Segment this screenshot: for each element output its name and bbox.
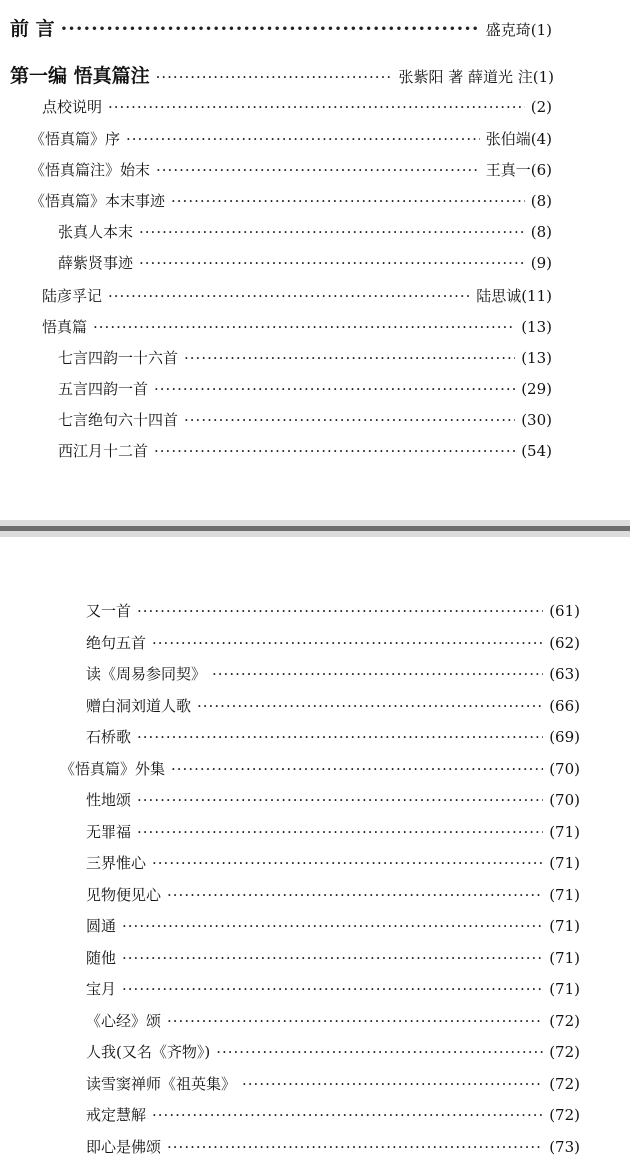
toc-entry bbox=[58, 409, 552, 430]
toc-entry-page: (61) bbox=[549, 602, 580, 620]
toc-entry bbox=[58, 378, 552, 399]
toc-entry-page: (4) bbox=[530, 130, 552, 148]
toc-entry-part-one bbox=[10, 61, 554, 88]
leader-dots bbox=[108, 98, 525, 116]
toc-entry bbox=[86, 663, 580, 684]
toc-entry bbox=[86, 915, 580, 936]
toc-entry-page: (30) bbox=[521, 411, 552, 429]
toc-entry-label: 无罪福 bbox=[86, 823, 132, 841]
toc-entry-page: (13) bbox=[521, 318, 552, 336]
toc-entry bbox=[86, 600, 580, 621]
leader-dots bbox=[167, 1138, 543, 1156]
toc-entry bbox=[86, 978, 580, 999]
toc-entry bbox=[86, 726, 580, 747]
toc-entry-label: 《悟真篇》本末事迹 bbox=[30, 192, 166, 210]
toc-entry-label: 前 言 bbox=[10, 18, 55, 40]
toc-entry bbox=[86, 1136, 580, 1157]
toc-entry-label: 悟真篇 bbox=[42, 318, 88, 336]
toc-entry-page: (72) bbox=[549, 1043, 580, 1061]
toc-entry-label: 赠白洞刘道人歌 bbox=[86, 697, 192, 715]
toc-entry-page: (72) bbox=[549, 1075, 580, 1093]
toc-page-2 bbox=[0, 537, 630, 1156]
leader-dots bbox=[156, 161, 480, 179]
toc-page-1 bbox=[0, 0, 630, 520]
toc-entry bbox=[86, 695, 580, 716]
toc-entry-label: 三界惟心 bbox=[86, 854, 147, 872]
toc-entry-label: 陆彦孚记 bbox=[42, 287, 103, 305]
leader-dots bbox=[93, 318, 515, 336]
leader-dots bbox=[167, 886, 543, 904]
page-divider bbox=[0, 520, 630, 537]
toc-entry-author: 盛克琦 bbox=[485, 21, 531, 39]
toc-entry bbox=[86, 789, 580, 810]
toc-entry bbox=[86, 632, 580, 653]
leader-dots bbox=[167, 1012, 543, 1030]
toc-entry-page: (13) bbox=[521, 349, 552, 367]
leader-dots bbox=[139, 254, 525, 272]
leader-dots bbox=[184, 349, 515, 367]
toc-entry-page: (63) bbox=[549, 665, 580, 683]
toc-entry-label: 戒定慧解 bbox=[86, 1106, 147, 1124]
leader-dots bbox=[212, 665, 543, 683]
toc-entry-label: 即心是佛颂 bbox=[86, 1138, 162, 1156]
leader-dots bbox=[152, 854, 543, 872]
toc-entry-page: (6) bbox=[530, 161, 552, 179]
toc-entry bbox=[42, 285, 552, 306]
leader-dots bbox=[216, 1043, 543, 1061]
toc-entry-label: 七言绝句六十四首 bbox=[58, 411, 179, 429]
leader-dots bbox=[122, 949, 543, 967]
leader-dots bbox=[154, 380, 515, 398]
leader-dots bbox=[137, 728, 543, 746]
toc-entry-author: 张伯端 bbox=[485, 130, 531, 148]
toc-entry-page: (9) bbox=[530, 254, 552, 272]
leader-dots bbox=[152, 634, 543, 652]
toc-entry-label: 见物便见心 bbox=[86, 886, 162, 904]
leader-dots bbox=[152, 1106, 543, 1124]
toc-entry-page: (54) bbox=[521, 442, 552, 460]
leader-dots bbox=[184, 411, 515, 429]
toc-entry bbox=[58, 347, 552, 368]
toc-entry bbox=[86, 1041, 580, 1062]
toc-entry bbox=[30, 190, 552, 211]
toc-entry bbox=[42, 316, 552, 337]
leader-dots bbox=[137, 602, 543, 620]
leader-dots bbox=[122, 917, 543, 935]
leader-dots bbox=[122, 980, 543, 998]
toc-entry-page: (8) bbox=[530, 223, 552, 241]
toc-entry bbox=[58, 252, 552, 273]
toc-entry-page: (70) bbox=[549, 760, 580, 778]
toc-entry-page: (2) bbox=[530, 98, 552, 116]
toc-entry-page: (71) bbox=[549, 886, 580, 904]
toc-entry-page: (8) bbox=[530, 192, 552, 210]
toc-entry-label: 《悟真篇注》始末 bbox=[30, 161, 151, 179]
toc-entry-page: (73) bbox=[549, 1138, 580, 1156]
toc-entry-label: 石桥歌 bbox=[86, 728, 132, 746]
leader-dots bbox=[61, 18, 480, 40]
toc-entry-page: (70) bbox=[549, 791, 580, 809]
toc-entry-label: 《悟真篇》序 bbox=[30, 130, 121, 148]
toc-entry-page: (71) bbox=[549, 980, 580, 998]
toc-entry-label: 点校说明 bbox=[42, 98, 103, 116]
toc-entry-preface bbox=[10, 14, 552, 41]
toc-entry-label: 性地颂 bbox=[86, 791, 132, 809]
toc-entry-label: 圆通 bbox=[86, 917, 117, 935]
toc-entry-label: 读雪窦禅师《祖英集》 bbox=[86, 1075, 237, 1093]
toc-entry-page: (11) bbox=[521, 287, 552, 305]
toc-entry-label: 《悟真篇》外集 bbox=[60, 760, 166, 778]
toc-entry-page: (1) bbox=[532, 68, 554, 86]
toc-entry-label: 七言四韵一十六首 bbox=[58, 349, 179, 367]
toc-entry-page: (29) bbox=[521, 380, 552, 398]
leader-dots bbox=[137, 791, 543, 809]
toc-entry-label: 宝月 bbox=[86, 980, 117, 998]
toc-entry bbox=[86, 1073, 580, 1094]
toc-entry-page: (72) bbox=[549, 1106, 580, 1124]
toc-entry-label: 第一编 悟真篇注 bbox=[10, 65, 150, 87]
leader-dots bbox=[156, 68, 393, 86]
toc-entry bbox=[86, 852, 580, 873]
toc-entry-label: 绝句五首 bbox=[86, 634, 147, 652]
toc-entry-page: (72) bbox=[549, 1012, 580, 1030]
leader-dots bbox=[137, 823, 543, 841]
toc-entry-page: (71) bbox=[549, 854, 580, 872]
toc-entry-label: 人我(又名《齐物》) bbox=[86, 1043, 211, 1061]
leader-dots bbox=[171, 192, 525, 210]
toc-entry bbox=[86, 947, 580, 968]
toc-entry bbox=[60, 758, 580, 779]
toc-entry-label: 薛紫贤事迹 bbox=[58, 254, 134, 272]
toc-entry-page: (69) bbox=[549, 728, 580, 746]
toc-entry bbox=[86, 884, 580, 905]
toc-entry bbox=[58, 221, 552, 242]
toc-entry-label: 张真人本末 bbox=[58, 223, 134, 241]
toc-entry-page: (71) bbox=[549, 949, 580, 967]
leader-dots bbox=[154, 442, 515, 460]
toc-entry bbox=[86, 1104, 580, 1125]
toc-entry-author: 陆思诚 bbox=[476, 287, 522, 305]
toc-entry-page: (71) bbox=[549, 917, 580, 935]
toc-entry-page: (62) bbox=[549, 634, 580, 652]
toc-entry-page: (66) bbox=[549, 697, 580, 715]
toc-entry-label: 又一首 bbox=[86, 602, 132, 620]
toc-entry-label: 读《周易参同契》 bbox=[86, 665, 207, 683]
toc-entry-page: (71) bbox=[549, 823, 580, 841]
leader-dots bbox=[197, 697, 543, 715]
toc-entry bbox=[30, 128, 552, 149]
toc-entry-label: 西江月十二首 bbox=[58, 442, 149, 460]
toc-entry-label: 五言四韵一首 bbox=[58, 380, 149, 398]
toc-entry-label: 随他 bbox=[86, 949, 117, 967]
toc-entry bbox=[58, 440, 552, 461]
leader-dots bbox=[126, 130, 480, 148]
leader-dots bbox=[242, 1075, 543, 1093]
toc-entry-page: (1) bbox=[530, 21, 552, 39]
toc-entry-author: 王真一 bbox=[485, 161, 531, 179]
toc-entry-author: 张紫阳 著 薛道光 注 bbox=[398, 68, 533, 86]
leader-dots bbox=[171, 760, 543, 778]
toc-entry bbox=[30, 159, 552, 180]
leader-dots bbox=[139, 223, 525, 241]
toc-entry-label: 《心经》颂 bbox=[86, 1012, 162, 1030]
toc-entry bbox=[86, 1010, 580, 1031]
toc-entry bbox=[86, 821, 580, 842]
toc-entry bbox=[42, 96, 552, 117]
leader-dots bbox=[108, 287, 470, 305]
